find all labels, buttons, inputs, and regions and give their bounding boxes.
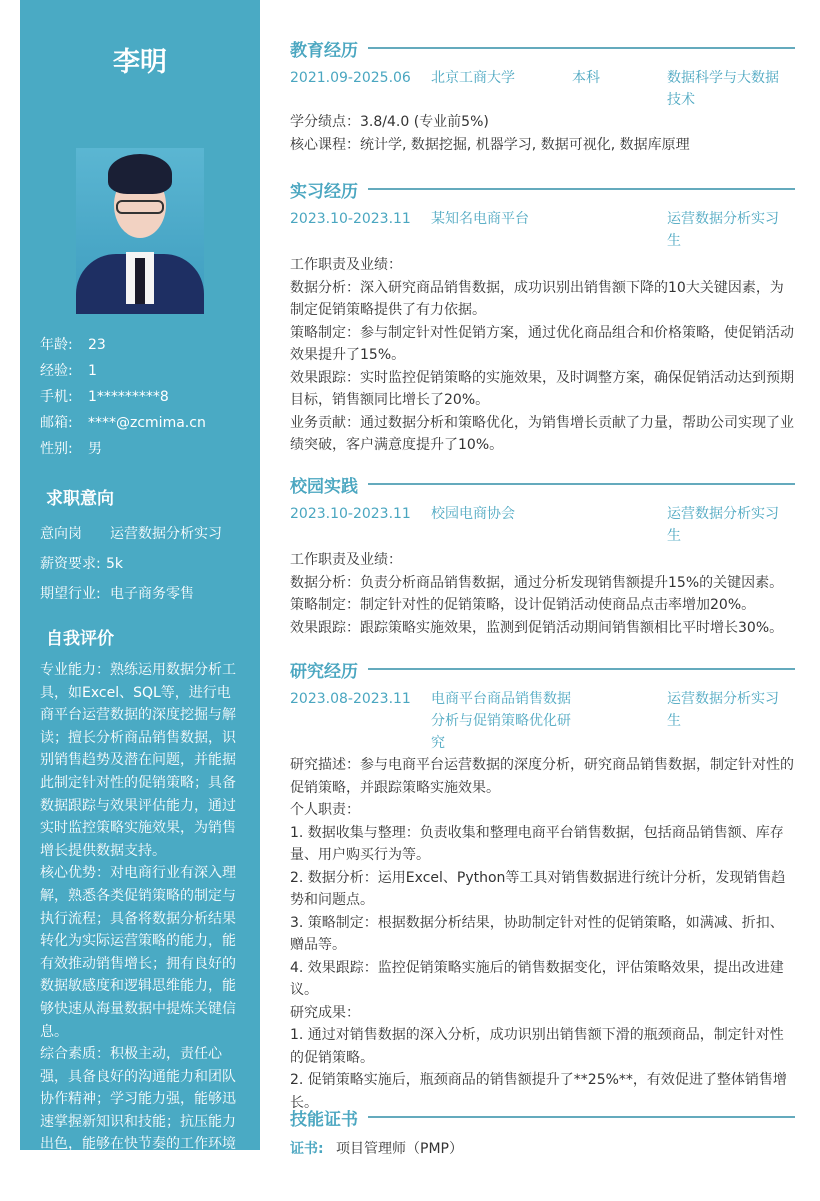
section-education: 教育经历 2021.09-2025.06 北京工商大学 本科 数据科学与大数据技术 学分绩点：3.8/4.0 (专业前5%) 核心课程：统计学, 数据挖掘, 机器学习, 数据可视化, 数据库原理: [290, 35, 795, 156]
candidate-name: 李明: [113, 47, 167, 78]
section-title: 实习经历: [290, 181, 358, 202]
section-internship: 实习经历 2023.10-2023.11 某知名电商平台 运营数据分析实习生 工作职责及业绩： 数据分析：深入研究商品销售数据，成功识别出销售额下降的10大关键因素，为制定促销策略提供了有力依据。 策略制定：参与制定针对性促销方案，通过优化商品组合和价格策略，使促销活动效果提升了15%。 效果跟踪：实时监控促销策略的实施效果，及时调整方案，确保促销活动达到预期目标，销售额同比增长了20%。 业务贡献：通过数据分析和策略优化，为销售增长贡献了力量，帮助公司实现了业绩突破，客户满意度提升了10%。: [290, 176, 795, 457]
divider: [368, 1116, 795, 1118]
sidebar: [20, 0, 260, 1198]
info-age: 年龄: 23: [40, 337, 106, 353]
self-eval-title: 自我评价: [46, 629, 114, 649]
section-title: 校园实践: [290, 476, 358, 497]
info-experience: 经验: 1: [40, 363, 97, 379]
info-gender: 性别: 男: [40, 441, 102, 457]
section-skills: [290, 1104, 795, 1160]
divider: [368, 47, 795, 49]
certificate-row: 证书: 项目管理师（PMP）: [290, 1141, 463, 1157]
personal-info: [40, 334, 206, 464]
divider: [368, 188, 795, 190]
section-campus: 校园实践 2023.10-2023.11 校园电商协会 运营数据分析实习生 工作职责及业绩： 数据分析：负责分析商品销售数据，通过分析发现销售额提升15%的关键因素。 策略制定：制定针对性的促销策略，设计促销活动使商品点击率增加20%。 效果跟踪：跟踪策略实施效果，监测到促销活动期间销售额相比平时增长30%。: [290, 471, 795, 639]
entry-header: 2021.09-2025.06 北京工商大学 本科 数据科学与大数据技术: [290, 70, 779, 108]
entry-header: 2023.10-2023.11 校园电商协会 运营数据分析实习生: [290, 506, 779, 544]
intent-position: 意向岗 运营数据分析实习: [40, 526, 222, 542]
intent-salary: 薪资要求: 5k: [40, 556, 124, 572]
entry-header: 2023.10-2023.11 某知名电商平台 运营数据分析实习生: [290, 211, 779, 249]
section-title: 研究经历: [290, 661, 358, 682]
info-email: 邮箱: ****@zcmima.cn: [40, 415, 206, 431]
profile-photo: [76, 148, 204, 304]
entry-header: 2023.08-2023.11 电商平台商品销售数据分析与促销策略优化研究 运营数据分析实习生: [290, 691, 779, 751]
info-phone: 手机: 1*********8: [40, 389, 169, 405]
section-title: 教育经历: [290, 40, 358, 61]
section-title: 技能证书: [290, 1109, 358, 1130]
intent-title: 求职意向: [46, 489, 114, 509]
job-intent: [40, 522, 222, 612]
section-research: 研究经历 2023.08-2023.11 电商平台商品销售数据分析与促销策略优化研究 运营数据分析实习生 研究描述：参与电商平台运营数据的深度分析，研究商品销售数据，制定针对性的促销策略，并跟踪策略实施效果。 个人职责： 1. 数据收集与整理：负责收集和整理电商平台销售数据，包括商品销售额、库存量、用户购买行为等。 2. 数据分析：运用Excel、Python等工具对销售数据进行统计分析，发现销售趋势和问题点。 3. 策略制定：根据数据分析结果，协助制定针对性的促销策略，如满减、折扣、赠品等。 4. 效果跟踪：监控促销策略实施后的销售数据变化，评估策略效果，提出改进建议。 研究成果： 1. 通过对销售数据的深入分析，成功识别出销售额下滑的瓶颈商品，制定针对性的促销策略。 2. 促销策略实施后，瓶颈商品的销售额提升了**25%**，有效促进了整体销售增长。: [290, 656, 795, 1114]
self-evaluation: 专业能力：熟练运用数据分析工具，如Excel、SQL等，进行电商平台运营数据的深度挖掘与解读；擅长分析商品销售数据，识别销售趋势及潜在问题，并能据此制定针对性的促销策略；具备数据跟踪与效果评估能力，通过实时监控策略实施效果，为销售增长提供数据支持。 核心优势：对电商行业有深入理解，熟悉各类促销策略的制定与执行流程；具备将数据分析结果转化为实际运营策略的能力，能有效推动销售增长；拥有良好的数据敏感度和逻辑思维能力，能够快速从海量数据中提炼关键信息。 综合素质：积极主动，责任心强，具备良好的沟通能力和团队协作精神；学习能力强，能够迅速掌握新知识和技能；抗压能力出色，能够在快节奏的工作环境中保持高效工作状态，为团队目标贡献力量。: [40, 662, 236, 1198]
divider: [368, 668, 795, 670]
divider: [368, 483, 795, 485]
intent-industry: 期望行业: 电子商务零售: [40, 586, 194, 602]
